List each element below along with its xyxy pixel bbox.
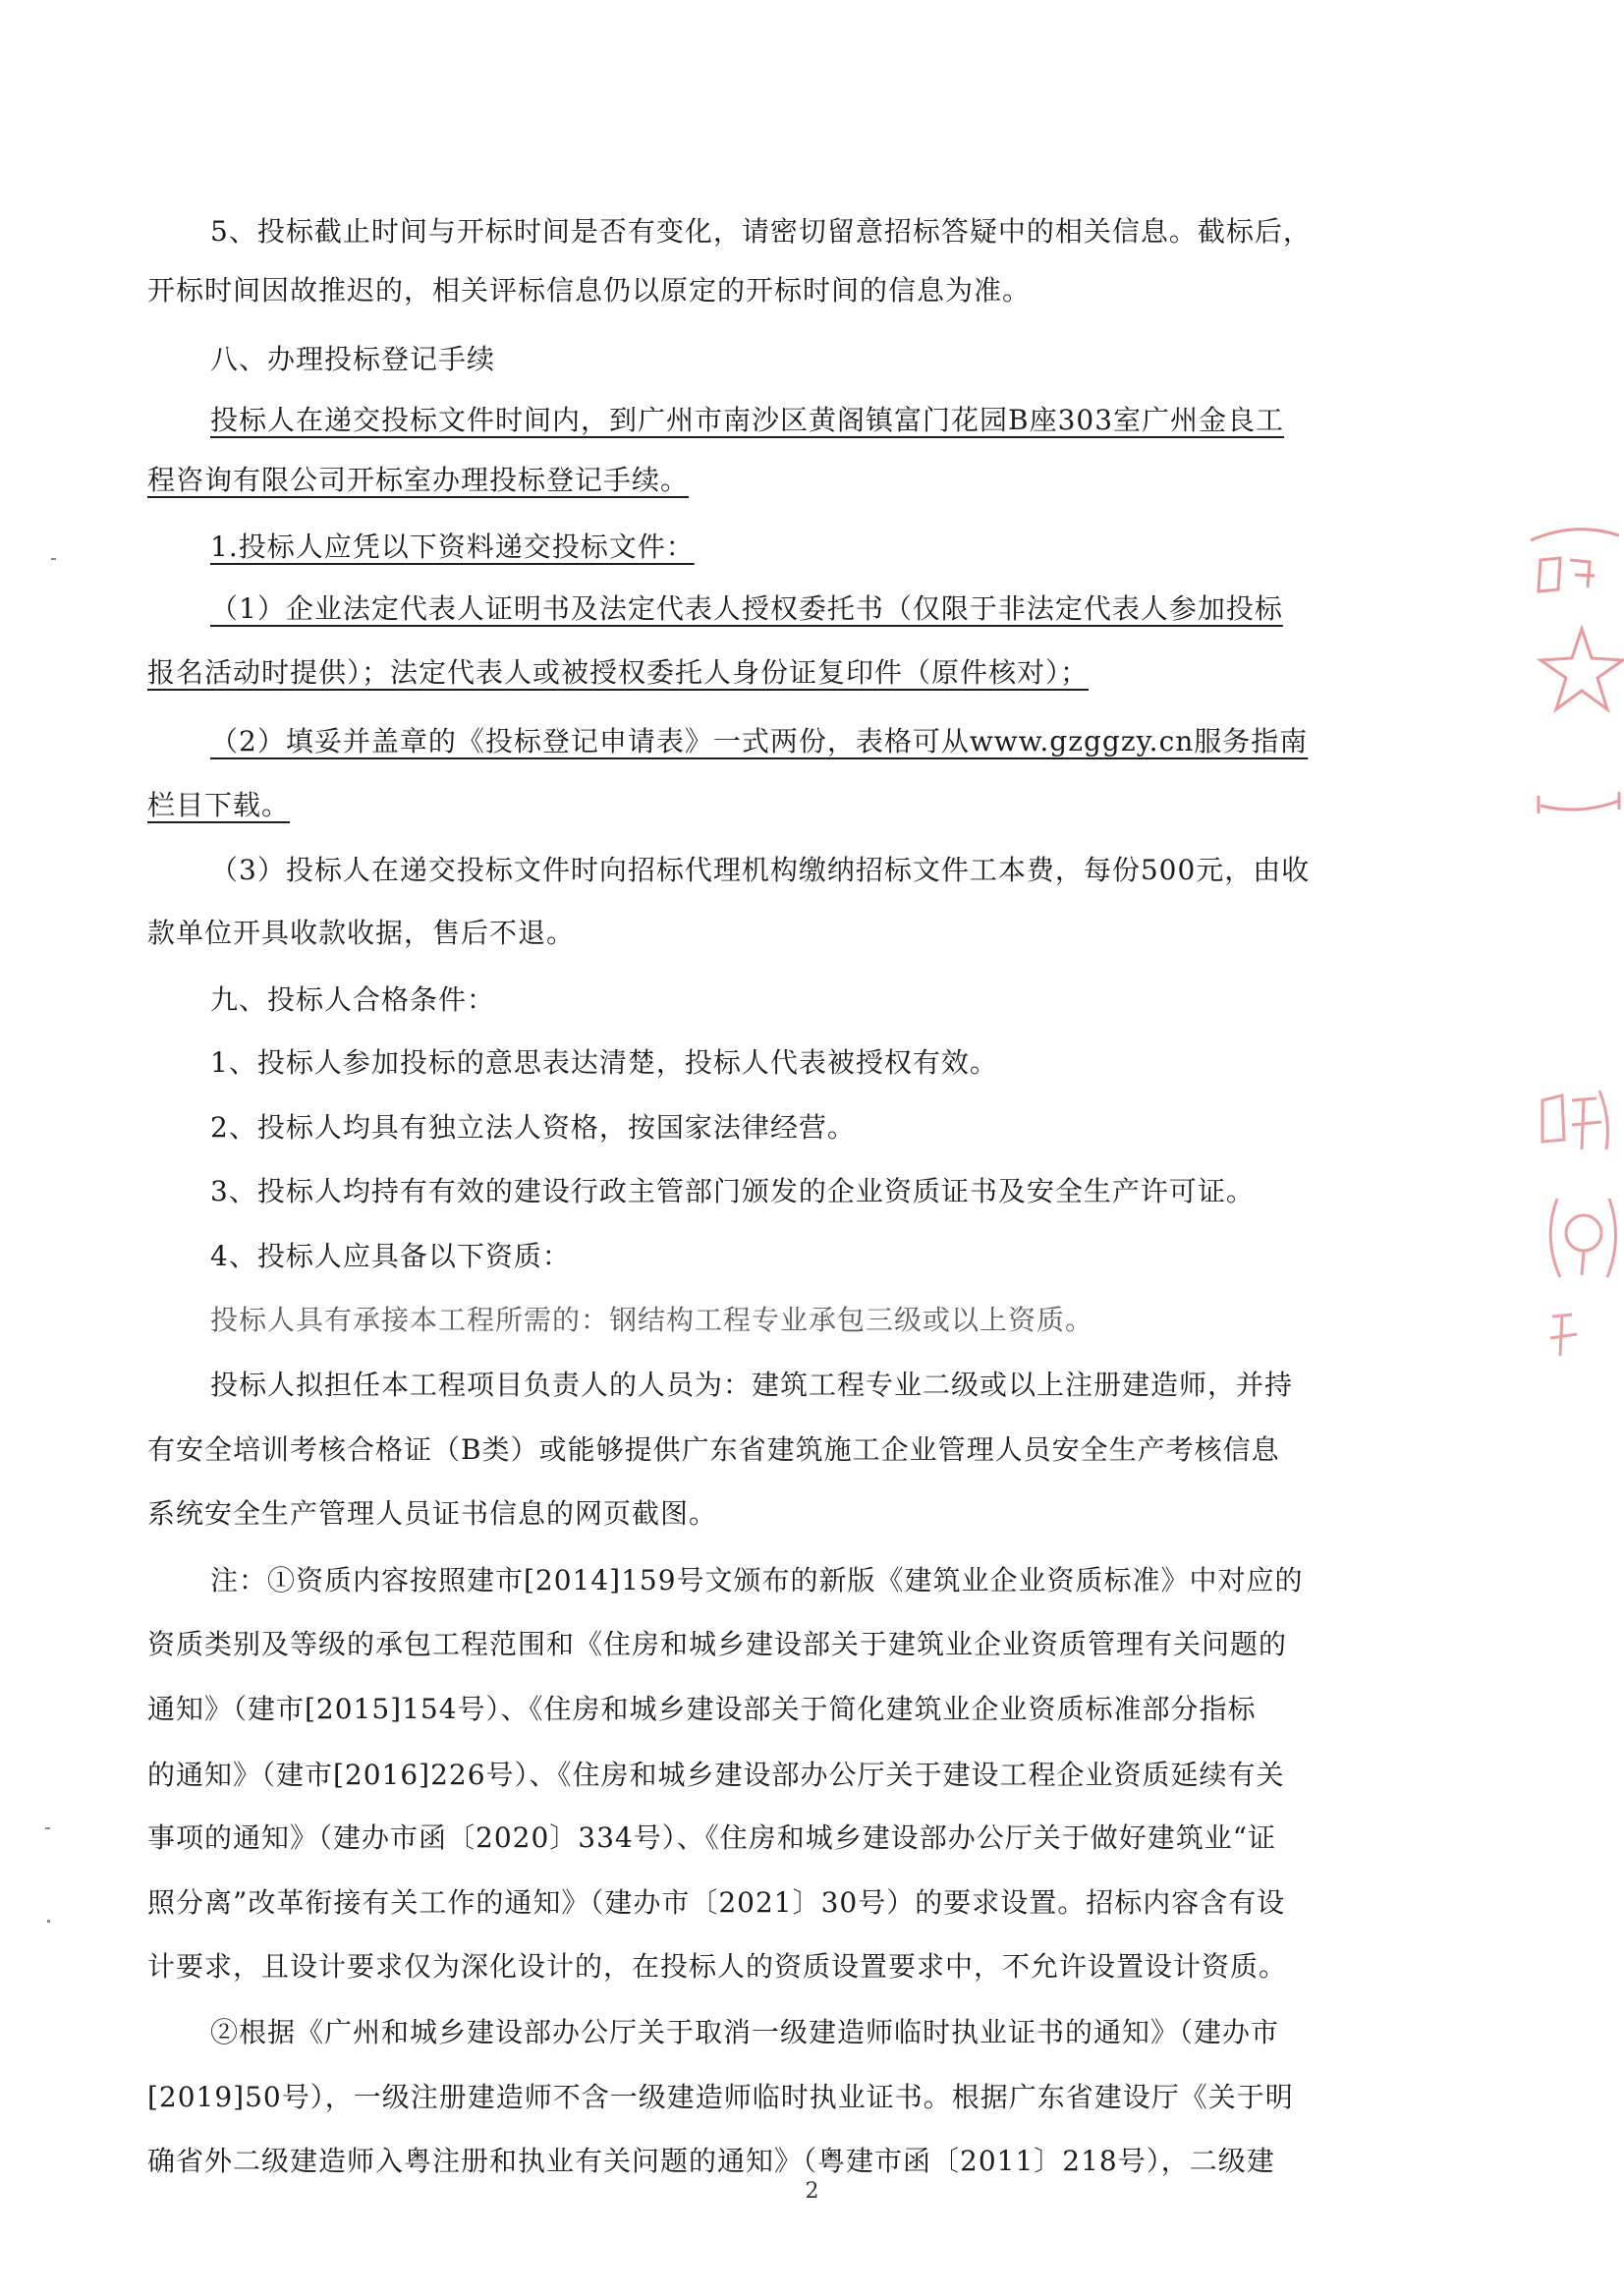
text-line: 照分离”改革衔接有关工作的通知》（建办市〔2021〕30号）的要求设置。招标内容含有设 bbox=[147, 1886, 1286, 1919]
text-line: 确省外二级建造师入粤注册和执业有关问题的通知》（粤建市函〔2011〕218号），二级建 bbox=[147, 2145, 1275, 2177]
text-line: 资质类别及等级的承包工程范围和《住房和城乡建设部关于建筑业企业资质管理有关问题的 bbox=[147, 1628, 1288, 1660]
list-item: 1、投标人参加投标的意思表达清楚，投标人代表被授权有效。 bbox=[210, 1046, 998, 1079]
text-line: 有安全培训考核合格证（B类）或能够提供广东省建筑施工企业管理人员安全生产考核信息 bbox=[147, 1433, 1280, 1466]
text-line: 系统安全生产管理人员证书信息的网页截图。 bbox=[147, 1497, 718, 1530]
section-heading: 九、投标人合格条件： bbox=[210, 983, 496, 1016]
text-line: ②根据《广州和城乡建设部办公厅关于取消一级建造师临时执业证书的通知》（建办市 bbox=[210, 2016, 1280, 2048]
text-line: 款单位开具收款收据，售后不退。 bbox=[147, 917, 576, 949]
list-item: （2）填妥并盖章的《投标登记申请表》一式两份，表格可从www.gzggzy.cn服务指南 bbox=[210, 725, 1309, 757]
text-line: 栏目下载。 bbox=[147, 789, 291, 821]
text-line: 报名活动时提供）；法定代表人或被授权委托人身份证复印件（原件核对）； bbox=[147, 656, 1090, 689]
text-line: 注：①资质内容按照建市[2014]159号文颁布的新版《建筑业企业资质标准》中对应的 bbox=[210, 1564, 1304, 1596]
list-item: （1）企业法定代表人证明书及法定代表人授权委托书（仅限于非法定代表人参加投标 bbox=[210, 592, 1283, 625]
red-seal-stamp bbox=[1513, 1081, 1624, 1375]
list-item: 4、投标人应具备以下资质： bbox=[210, 1240, 571, 1272]
text-line: 程咨询有限公司开标室办理投标登记手续。 bbox=[147, 464, 690, 496]
red-seal-stamp bbox=[1521, 501, 1624, 825]
text-line: 开标时间因故推迟的，相关评标信息仍以原定的开标时间的信息为准。 bbox=[147, 274, 1032, 307]
scan-speck bbox=[51, 558, 56, 560]
list-item: 2、投标人均具有独立法人资格，按国家法律经营。 bbox=[210, 1111, 856, 1144]
text-line: 5、投标截止时间与开标时间是否有变化，请密切留意招标答疑中的相关信息。截标后， bbox=[210, 215, 1312, 248]
scan-speck bbox=[45, 1827, 50, 1829]
text-line: 投标人在递交投标文件时间内，到广州市南沙区黄阁镇富门花园B座303室广州金良工 bbox=[210, 404, 1285, 436]
text-line: 投标人具有承接本工程所需的：钢结构工程专业承包三级或以上资质。 bbox=[210, 1304, 1094, 1336]
text-line: 的通知》（建市[2016]226号）、《住房和城乡建设部办公厅关于建设工程企业资质延续有关 bbox=[147, 1759, 1285, 1791]
text-line: [2019]50号），一级注册建造师不含一级建造师临时执业证书。根据广东省建设厅《关于明 bbox=[147, 2081, 1294, 2113]
text-line: 通知》（建市[2015]154号）、《住房和城乡建设部关于简化建筑业企业资质标准部分指标 bbox=[147, 1693, 1257, 1725]
text-line: 投标人拟担任本工程项目负责人的人员为：建筑工程专业二级或以上注册建造师，并持 bbox=[210, 1369, 1294, 1401]
text-line: 事项的通知》（建办市函〔2020〕334号）、《住房和城乡建设部办公厅关于做好建筑业“证 bbox=[147, 1821, 1277, 1854]
page-number: 2 bbox=[805, 2179, 819, 2204]
list-item: （3）投标人在递交投标文件时向招标代理机构缴纳招标文件工本费，每份500元，由收 bbox=[210, 854, 1311, 886]
scan-speck bbox=[47, 1920, 50, 1923]
text-line: 计要求，且设计要求仅为深化设计的，在投标人的资质设置要求中，不允许设置设计资质。 bbox=[147, 1950, 1288, 1983]
list-item: 1.投标人应凭以下资料递交投标文件： bbox=[210, 531, 695, 563]
section-heading: 八、办理投标登记手续 bbox=[210, 343, 496, 375]
list-item: 3、投标人均持有有效的建设行政主管部门颁发的企业资质证书及安全生产许可证。 bbox=[210, 1175, 1255, 1207]
